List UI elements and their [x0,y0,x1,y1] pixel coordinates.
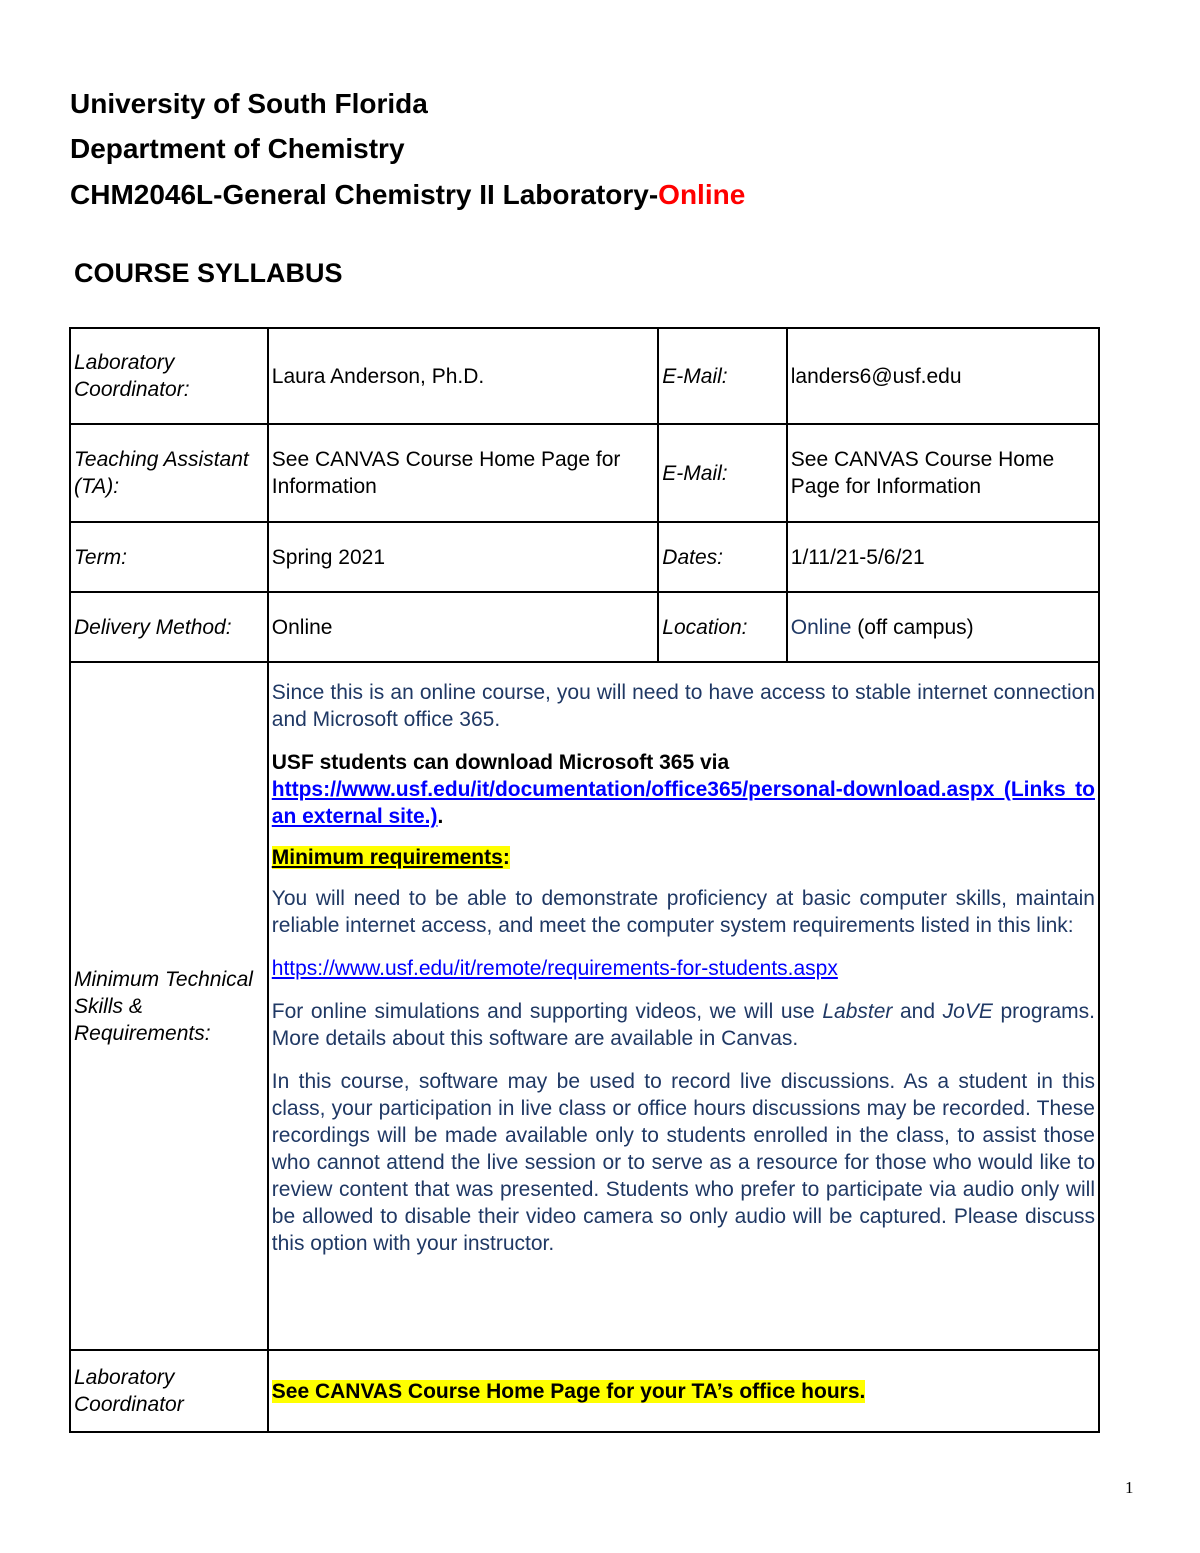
course-mode: Online [658,179,746,210]
online-access-paragraph: Since this is an online course, you will need to have access to stable internet connection and Microsoft office 365. [271,681,1095,731]
location-label: Location: [658,592,786,662]
software-text-a: For online simulations and supporting videos, we will use [271,1000,823,1023]
department-text: Department of Chemistry [70,133,405,164]
location-value [787,592,1099,662]
delivery-label: Delivery Method: [70,592,268,662]
course-title [70,179,745,211]
ta-value: See CANVAS Course Home Page for Information [268,424,659,522]
office-hours-cell [268,1350,1099,1432]
software-text-b: and [892,1000,943,1023]
requirements-content [268,662,1099,1350]
office365-text: USF students can download Microsoft 365 via [271,751,730,774]
minimum-requirements-label: Minimum requirements [271,846,503,869]
requirements-label: Minimum Technical Skills & Requirements: [70,662,268,1350]
syllabus-title: COURSE SYLLABUS [74,258,343,288]
ta-email: See CANVAS Course Home Page for Information [787,424,1099,522]
university-name: University of South Florida [70,88,428,119]
office-hours-row [70,1350,1099,1432]
department-name [70,133,405,165]
requirements-link[interactable]: https://www.usf.edu/it/remote/requirements-for-students.aspx [271,957,838,980]
term-value: Spring 2021 [268,522,659,592]
requirements-row [70,662,1099,1350]
ta-label: Teaching Assistant (TA): [70,424,268,522]
software-text-c: programs. More details about this software are available in Canvas. [271,1000,1095,1050]
syllabus-info-table [69,327,1100,1433]
office365-paragraph [272,749,1095,830]
requirements-link-paragraph [272,955,1095,982]
page-number: 1 [1125,1478,1134,1497]
jove-name: JoVE [942,1000,993,1023]
recording-paragraph: In this course, software may be used to record live discussions. As a student in this class, your participation in live class or office hours discussions may be recorded. These recordings will be made available only to students enrolled in the class, to assist those who cannot attend the live session or to serve as a resource for those who would like to review content that was presented. Students who prefer to participate via audio only will be allowed to disable their video camera so only audio will be captured. Please discuss this option with your instructor. [271,1070,1095,1255]
course-title-text: CHM2046L-General Chemistry II Laboratory- [70,179,659,210]
coordinator-email[interactable]: landers6@usf.edu [787,328,1099,424]
coordinator-row [70,328,1099,424]
ta-row [70,424,1099,522]
minimum-requirements-heading [272,844,1095,871]
coordinator-email-label: E-Mail: [658,328,786,424]
proficiency-paragraph: You will need to be able to demonstrate proficiency at basic computer skills, maintain reliable internet access, and meet the computer system requirements listed in this link: [271,887,1095,937]
office365-period: . [437,805,444,828]
term-row [70,522,1099,592]
dates-value: 1/11/21-5/6/21 [787,522,1099,592]
term-label: Term: [70,522,268,592]
labster-name: Labster [822,1000,893,1023]
delivery-value: Online [268,592,659,662]
ta-email-label: E-Mail: [658,424,786,522]
location-online: Online [790,615,852,639]
minimum-requirements-colon: : [502,846,510,869]
location-off-campus: (off campus) [851,615,974,639]
software-paragraph [272,998,1095,1052]
office365-download-link[interactable]: https://www.usf.edu/it/documentation/office365/personal-download.aspx (Links to an external site.) [271,778,1095,828]
office-hours-text: See CANVAS Course Home Page for your TA’s office hours. [271,1379,866,1403]
coordinator-label: Laboratory Coordinator: [70,328,268,424]
office-hours-label: Laboratory Coordinator [70,1350,268,1432]
dates-label: Dates: [658,522,786,592]
coordinator-name: Laura Anderson, Ph.D. [268,328,659,424]
delivery-row [70,592,1099,662]
